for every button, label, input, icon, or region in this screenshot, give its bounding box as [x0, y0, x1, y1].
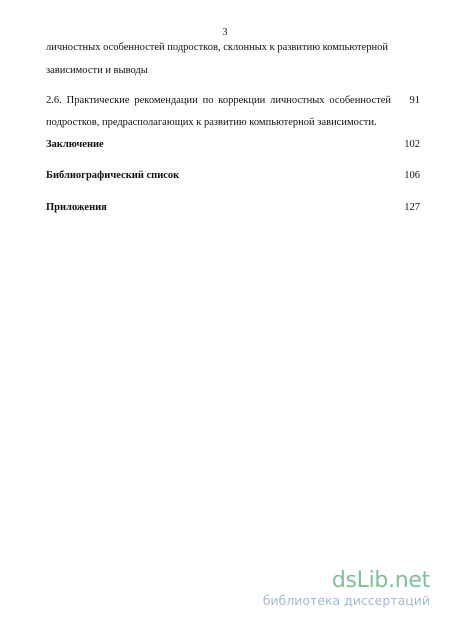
toc-item-2-6-page: 91 — [409, 95, 420, 106]
toc-item-2-6-line-2: подростков, предрасполагающих к развитию компьютерной зависимости. — [46, 117, 377, 128]
dslib-logo-prefix: dsLib — [331, 568, 389, 593]
dslib-logo-dot: . — [388, 568, 395, 593]
toc-continued-line-1: личностных особенностей подростков, склонных к развитию компьютерной — [46, 42, 389, 53]
dslib-logo — [263, 569, 430, 593]
dslib-watermark — [263, 569, 430, 608]
toc-item-appendices: Приложения — [46, 202, 107, 213]
dslib-subtitle: библиотека диссертаций — [262, 593, 430, 608]
toc-item-conclusion-page: 102 — [404, 139, 420, 150]
toc-item-bibliography: Библиографический список — [46, 170, 180, 181]
toc-continued-line-2: зависимости и выводы — [46, 65, 148, 76]
toc-item-bibliography-page: 106 — [404, 170, 420, 181]
toc-item-2-6-line-1: 2.6. Практические рекомендации по коррекции личностных особенностей — [46, 95, 391, 106]
page-number: 3 — [222, 27, 228, 38]
toc-item-appendices-page: 127 — [404, 202, 420, 213]
toc-item-conclusion: Заключение — [46, 139, 104, 150]
dslib-logo-suffix: net — [394, 568, 430, 593]
